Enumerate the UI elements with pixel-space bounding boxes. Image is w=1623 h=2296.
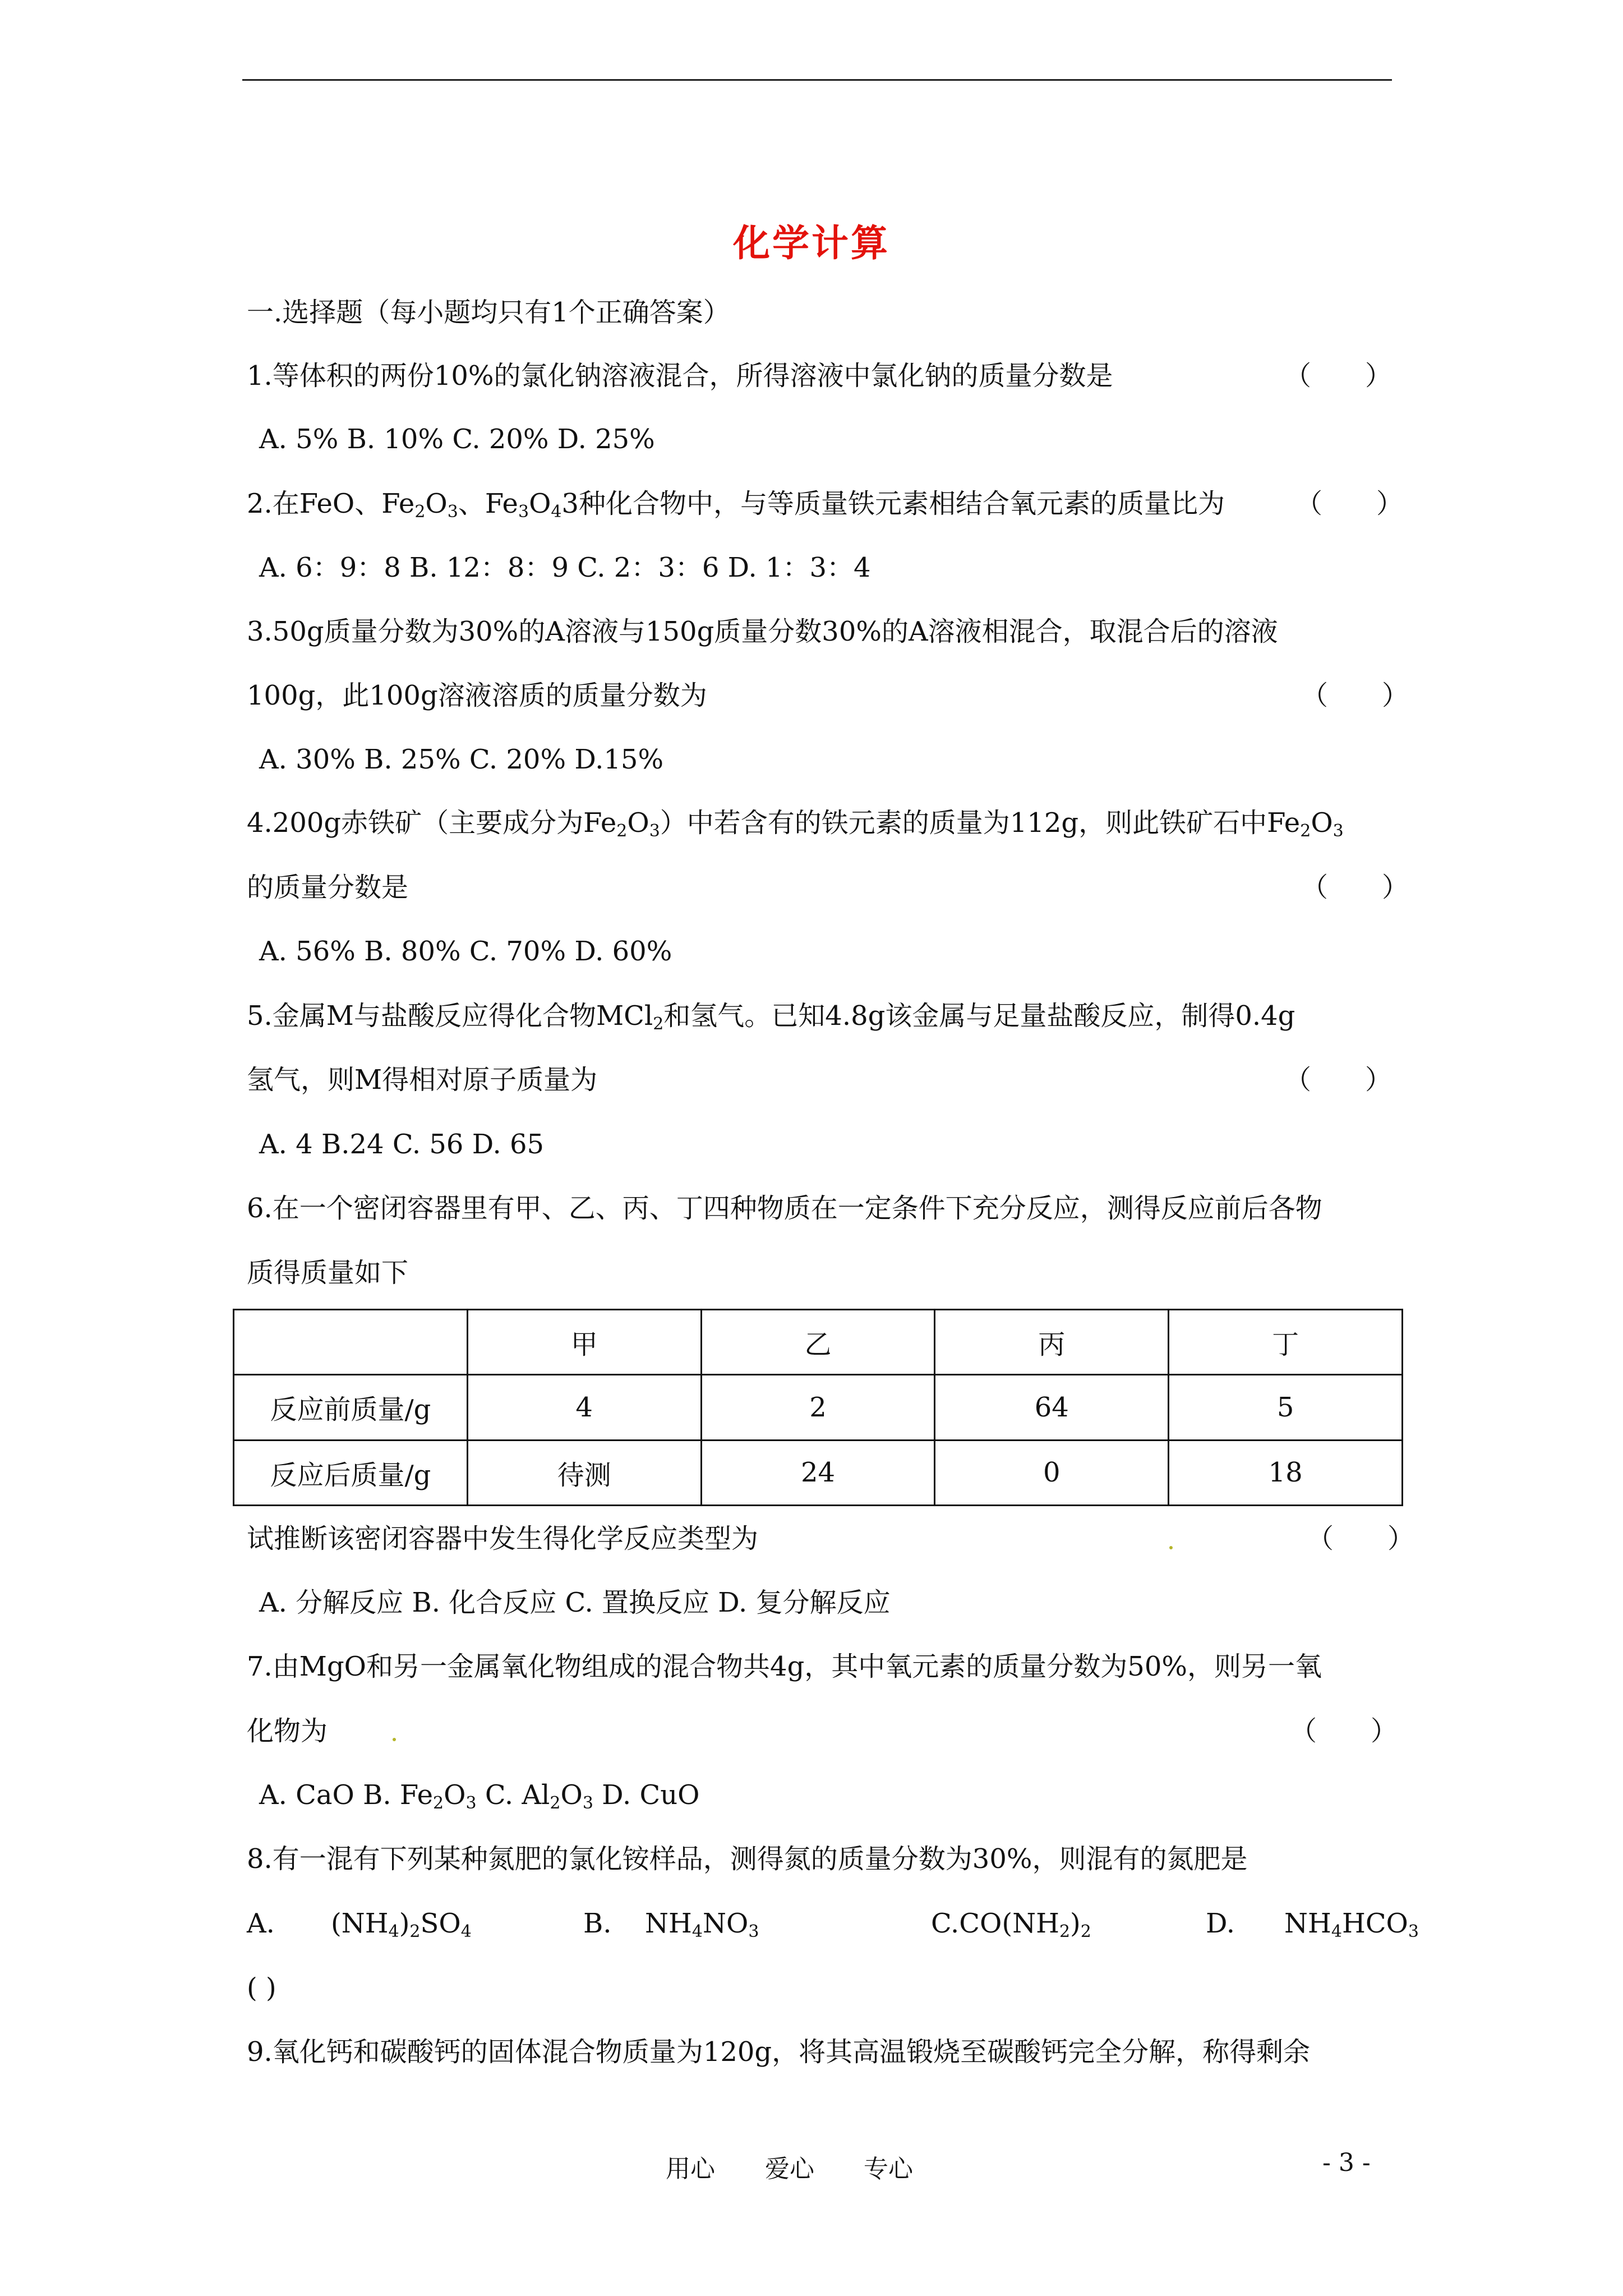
stray-dot xyxy=(393,1738,396,1741)
question-2-options: A. 6：9：8 B. 12：8：9 C. 2：3：6 D. 1：3：4 xyxy=(259,552,871,583)
question-7-line-1: 7.由MgO和另一金属氧化物组成的混合物共4g，其中氧元素的质量分数为50%，则另一氧 xyxy=(247,1651,1322,1682)
answer-paren: （ ） xyxy=(1301,680,1409,711)
question-6-line-1: 6.在一个密闭容器里有甲、乙、丙、丁四种物质在一定条件下充分反应，测得反应前后各物 xyxy=(247,1193,1322,1224)
option-a: $(NH_4)_2SO_4$ xyxy=(331,1908,472,1941)
answer-paren: （ ） xyxy=(1307,1523,1415,1554)
table-cell: 反应后质量/g xyxy=(234,1440,468,1505)
question-5-line-2: 氢气，则M得相对原子质量为 xyxy=(247,1064,598,1096)
table-cell xyxy=(234,1310,468,1375)
table-cell: 2 xyxy=(701,1375,935,1440)
question-1-options: A. 5% B. 10% C. 20% D. 25% xyxy=(259,424,655,455)
table-row xyxy=(234,1375,1403,1440)
table-cell: 丁 xyxy=(1169,1310,1403,1375)
table-cell: 乙 xyxy=(701,1310,935,1375)
section-heading: 一.选择题（每小题均只有1个正确答案） xyxy=(247,297,730,328)
question-8-line-1: 8.有一混有下列某种氮肥的氯化铵样品，测得氮的质量分数为30%，则混有的氮肥是 xyxy=(247,1843,1248,1875)
table-cell: 64 xyxy=(935,1375,1169,1440)
footer-item: 用心 xyxy=(666,2155,715,2183)
header-rule xyxy=(242,79,1392,81)
option-b-label: B. xyxy=(583,1908,612,1939)
question-3-line-1: 3.50g质量分数为30%的A溶液与150g质量分数30%的A溶液相混合，取混合后的溶液 xyxy=(247,616,1278,647)
option-c: $C.CO(NH_2)_2$ xyxy=(931,1908,1091,1941)
page-number: - 3 - xyxy=(1322,2148,1371,2177)
answer-paren: （ ） xyxy=(1295,488,1404,519)
question-4-options: A. 56% B. 80% C. 70% D. 60% xyxy=(259,936,672,967)
stray-dot xyxy=(1169,1546,1173,1549)
table-cell: 4 xyxy=(467,1375,701,1440)
question-6-line-3: 试推断该密闭容器中发生得化学反应类型为 xyxy=(247,1523,759,1554)
answer-paren: ( ) xyxy=(247,1972,276,2004)
question-1-text: 1.等体积的两份10%的氯化钠溶液混合，所得溶液中氯化钠的质量分数是 xyxy=(247,360,1113,392)
option-d-label: D. xyxy=(1206,1908,1235,1939)
question-7-line-2: 化物为 xyxy=(247,1715,328,1747)
question-5-options: A. 4 B.24 C. 56 D. 65 xyxy=(259,1129,545,1160)
answer-paren: （ ） xyxy=(1284,1064,1393,1096)
answer-paren: （ ） xyxy=(1290,1715,1398,1747)
footer-item: 爱心 xyxy=(765,2155,814,2183)
table-cell: 18 xyxy=(1169,1440,1403,1505)
table-cell: 待测 xyxy=(467,1440,701,1505)
table-row xyxy=(234,1440,1403,1505)
page-title: 化学计算 xyxy=(733,221,890,265)
question-3-options: A. 30% B. 25% C. 20% D.15% xyxy=(259,744,664,775)
question-7-options: A. CaO B. $Fe_2O_3$ C. $Al_2O_3$ D. CuO xyxy=(259,1779,700,1813)
table-cell: 24 xyxy=(701,1440,935,1505)
answer-paren: （ ） xyxy=(1284,360,1393,392)
question-9-line-1: 9.氧化钙和碳酸钙的固体混合物质量为120g，将其高温锻烧至碳酸钙完全分解，称得剩余 xyxy=(247,2036,1311,2068)
question-6-line-2: 质得质量如下 xyxy=(247,1257,409,1289)
question-3-line-2: 100g，此100g溶液溶质的质量分数为 xyxy=(247,680,707,711)
table-cell: 0 xyxy=(935,1440,1169,1505)
answer-paren: （ ） xyxy=(1301,872,1409,903)
question-6-options: A. 分解反应 B. 化合反应 C. 置换反应 D. 复分解反应 xyxy=(259,1587,891,1618)
table-cell: 5 xyxy=(1169,1375,1403,1440)
table-cell: 丙 xyxy=(935,1310,1169,1375)
question-4-line-2: 的质量分数是 xyxy=(247,872,409,903)
table-cell: 反应前质量/g xyxy=(234,1375,468,1440)
question-4-line-1: 4.200g赤铁矿（主要成分为$Fe_2O_3$）中若含有的铁元素的质量为112g，则此铁矿石中$Fe_2O_3$ xyxy=(247,807,1344,841)
question-2-text: 2.在FeO、$Fe_2O_3$、$Fe_3O_43$种化合物中，与等质量铁元素相结合氧元素的质量比为 xyxy=(247,488,1225,522)
mass-table xyxy=(233,1309,1403,1506)
option-d: $NH_4HCO_3$ xyxy=(1284,1908,1419,1941)
question-5-line-1: 5.金属M与盐酸反应得化合物MCl$_2$和氢气。已知4.8g该金属与足量盐酸反应，制得0.4g xyxy=(247,1000,1295,1034)
table-header-row xyxy=(234,1310,1403,1375)
footer-item: 专心 xyxy=(864,2155,913,2183)
table-cell: 甲 xyxy=(467,1310,701,1375)
option-b: $NH_4NO_3$ xyxy=(645,1908,759,1941)
option-a-label: A. xyxy=(247,1908,275,1939)
